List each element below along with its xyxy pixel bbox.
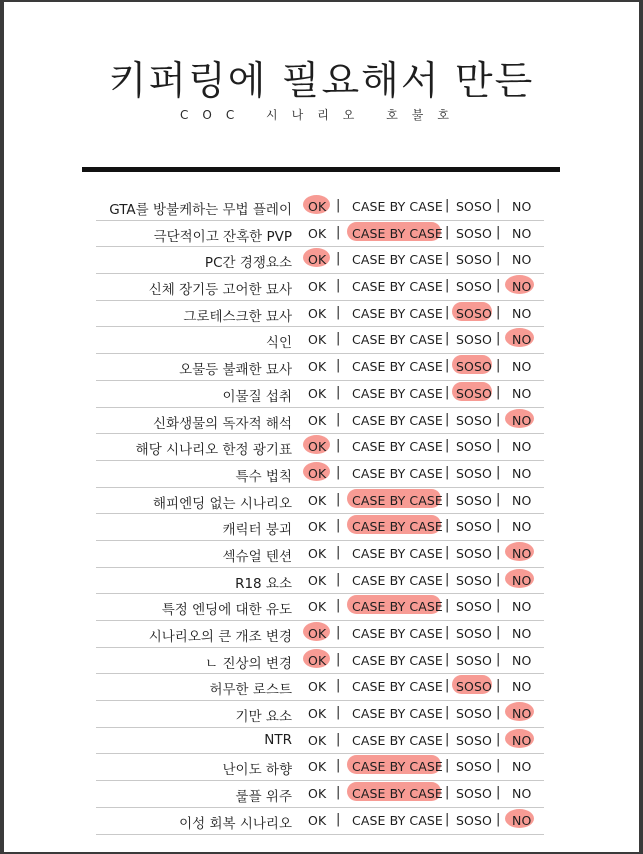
separator: | [336, 438, 341, 454]
separator: | [336, 518, 341, 534]
frame-border-right [639, 0, 643, 854]
option-ok: OK [308, 572, 327, 588]
preference-row [96, 568, 544, 595]
row-label: R18 요소 [235, 575, 292, 592]
option-no: NO [512, 199, 532, 214]
option-ok: OK [308, 465, 327, 481]
option-no: NO [512, 332, 532, 348]
separator: | [445, 384, 450, 400]
option-no: NO [512, 732, 532, 748]
option-soso: SOSO [456, 519, 492, 535]
header-divider [82, 167, 560, 172]
frame-border-left [0, 0, 4, 854]
option-soso: SOSO [456, 572, 492, 588]
option-no: NO [512, 439, 532, 455]
option-soso: SOSO [456, 279, 492, 295]
separator: | [496, 251, 501, 267]
option-case-by-case: CASE BY CASE [352, 412, 443, 428]
option-soso: SOSO [456, 465, 492, 481]
option-soso: SOSO [456, 679, 492, 695]
separator: | [445, 278, 450, 294]
option-case-by-case: CASE BY CASE [352, 439, 443, 455]
separator: | [496, 411, 501, 427]
option-ok: OK [308, 545, 327, 561]
separator: | [496, 811, 501, 827]
separator: | [496, 651, 501, 667]
option-no: NO [512, 279, 532, 295]
separator: | [445, 438, 450, 454]
option-case-by-case: CASE BY CASE [352, 599, 443, 615]
option-no: NO [512, 252, 532, 268]
option-no: NO [512, 305, 532, 321]
option-ok: OK [308, 759, 327, 775]
separator: | [445, 811, 450, 827]
separator: | [336, 625, 341, 640]
preference-row [96, 408, 544, 435]
separator: | [336, 331, 341, 347]
option-ok: OK [308, 332, 327, 348]
option-no: NO [512, 626, 532, 641]
separator: | [445, 358, 450, 374]
row-label: 허무한 로스트 [209, 682, 292, 699]
separator: | [496, 358, 501, 374]
option-soso: SOSO [456, 732, 492, 748]
separator: | [496, 491, 501, 507]
option-ok: OK [308, 599, 327, 615]
separator: | [336, 358, 341, 374]
separator: | [496, 518, 501, 534]
option-soso: SOSO [456, 225, 492, 241]
row-label: 신체 장기등 고어한 묘사 [148, 282, 292, 299]
option-ok: OK [308, 626, 327, 641]
separator: | [445, 705, 450, 721]
row-label: 기만 요소 [235, 709, 292, 726]
preference-row [96, 674, 544, 701]
separator: | [445, 198, 450, 213]
separator: | [496, 438, 501, 454]
option-no: NO [512, 706, 532, 722]
preference-row [96, 728, 544, 755]
separator: | [336, 491, 341, 507]
preference-row [96, 701, 544, 728]
option-ok: OK [308, 519, 327, 535]
option-ok: OK [308, 812, 327, 828]
separator: | [336, 198, 341, 213]
option-soso: SOSO [456, 492, 492, 508]
separator: | [496, 278, 501, 294]
separator: | [445, 598, 450, 614]
option-no: NO [512, 359, 532, 375]
option-ok: OK [308, 679, 327, 695]
option-case-by-case: CASE BY CASE [352, 359, 443, 375]
option-case-by-case: CASE BY CASE [352, 225, 443, 241]
preference-row [96, 301, 544, 328]
option-case-by-case: CASE BY CASE [352, 759, 443, 775]
row-label: 이물질 섭취 [222, 388, 292, 405]
row-label: ㄴ 진상의 변경 [205, 655, 292, 672]
option-case-by-case: CASE BY CASE [352, 706, 443, 722]
separator: | [445, 731, 450, 747]
page-title: 키퍼링에 필요해서 만든 [108, 59, 535, 104]
separator: | [445, 625, 450, 640]
preference-row [96, 354, 544, 381]
option-soso: SOSO [456, 599, 492, 615]
option-ok: OK [308, 439, 327, 455]
separator: | [496, 705, 501, 721]
preference-row [96, 648, 544, 675]
option-no: NO [512, 812, 532, 828]
row-label: 신화생물의 독자적 해석 [153, 415, 292, 432]
option-soso: SOSO [456, 385, 492, 401]
row-label: GTA를 방불케하는 무법 플레이 [109, 202, 292, 218]
option-soso: SOSO [456, 759, 492, 775]
separator: | [496, 384, 501, 400]
separator: | [336, 411, 341, 427]
option-ok: OK [308, 732, 327, 748]
option-soso: SOSO [456, 412, 492, 428]
row-label: PC간 경쟁요소 [204, 255, 292, 272]
preference-row [96, 754, 544, 781]
option-case-by-case: CASE BY CASE [352, 305, 443, 321]
option-case-by-case: CASE BY CASE [352, 332, 443, 348]
frame-border-top [0, 0, 643, 2]
option-case-by-case: CASE BY CASE [352, 199, 443, 214]
option-no: NO [512, 519, 532, 535]
option-no: NO [512, 572, 532, 588]
option-no: NO [512, 679, 532, 695]
separator: | [496, 331, 501, 347]
option-no: NO [512, 492, 532, 508]
option-ok: OK [308, 786, 327, 802]
option-no: NO [512, 652, 532, 668]
separator: | [445, 251, 450, 267]
option-ok: OK [308, 252, 327, 268]
option-no: NO [512, 599, 532, 615]
row-label: 시나리오의 큰 개조 변경 [148, 629, 292, 645]
separator: | [336, 651, 341, 667]
separator: | [336, 678, 341, 694]
row-label: 오물등 불쾌한 묘사 [179, 362, 292, 379]
option-case-by-case: CASE BY CASE [352, 279, 443, 295]
option-soso: SOSO [456, 786, 492, 802]
option-no: NO [512, 385, 532, 401]
separator: | [336, 785, 341, 801]
option-case-by-case: CASE BY CASE [352, 732, 443, 748]
option-case-by-case: CASE BY CASE [352, 545, 443, 561]
option-case-by-case: CASE BY CASE [352, 786, 443, 802]
option-soso: SOSO [456, 545, 492, 561]
preference-row [96, 434, 544, 461]
page-subtitle: COC 시나리오 호불호 [180, 108, 463, 122]
preference-row [96, 274, 544, 301]
separator: | [496, 625, 501, 640]
option-case-by-case: CASE BY CASE [352, 572, 443, 588]
separator: | [445, 758, 450, 774]
row-label: 특수 법칙 [235, 468, 292, 485]
option-soso: SOSO [456, 439, 492, 455]
separator: | [496, 571, 501, 587]
separator: | [336, 598, 341, 614]
separator: | [496, 785, 501, 801]
preference-row [96, 461, 544, 488]
separator: | [445, 304, 450, 320]
row-label: 특정 엔딩에 대한 유도 [161, 602, 292, 619]
row-label: 섹슈얼 텐션 [222, 548, 292, 565]
separator: | [336, 758, 341, 774]
option-ok: OK [308, 225, 327, 241]
option-case-by-case: CASE BY CASE [352, 492, 443, 508]
preference-row [96, 808, 544, 835]
separator: | [496, 304, 501, 320]
option-case-by-case: CASE BY CASE [352, 465, 443, 481]
option-case-by-case: CASE BY CASE [352, 519, 443, 535]
option-ok: OK [308, 385, 327, 401]
preference-row [96, 381, 544, 408]
option-no: NO [512, 759, 532, 775]
separator: | [496, 198, 501, 213]
separator: | [336, 251, 341, 267]
preference-row [96, 514, 544, 541]
separator: | [496, 598, 501, 614]
separator: | [445, 491, 450, 507]
row-label: 극단적이고 잔혹한 PVP [153, 228, 292, 245]
separator: | [445, 571, 450, 587]
row-label: 캐릭터 붕괴 [222, 522, 292, 539]
option-ok: OK [308, 359, 327, 375]
separator: | [336, 705, 341, 721]
preference-row [96, 488, 544, 515]
separator: | [445, 331, 450, 347]
row-label: 식인 [265, 335, 292, 352]
option-soso: SOSO [456, 652, 492, 668]
separator: | [445, 785, 450, 801]
option-no: NO [512, 225, 532, 241]
preference-row [96, 194, 544, 221]
separator: | [496, 224, 501, 240]
preference-row [96, 594, 544, 621]
separator: | [445, 678, 450, 694]
option-ok: OK [308, 652, 327, 668]
row-label: 해피엔딩 없는 시나리오 [153, 495, 292, 512]
row-label: 이성 회복 시나리오 [179, 815, 292, 832]
option-case-by-case: CASE BY CASE [352, 679, 443, 695]
separator: | [336, 224, 341, 240]
option-soso: SOSO [456, 199, 492, 214]
option-no: NO [512, 412, 532, 428]
option-case-by-case: CASE BY CASE [352, 252, 443, 268]
separator: | [336, 571, 341, 587]
row-label: 난이도 하향 [222, 762, 292, 779]
option-no: NO [512, 465, 532, 481]
row-label: 그로테스크한 묘사 [183, 308, 292, 325]
separator: | [496, 544, 501, 560]
separator: | [336, 304, 341, 320]
row-label: 해당 시나리오 한정 광기표 [135, 442, 292, 459]
preference-row [96, 621, 544, 648]
option-case-by-case: CASE BY CASE [352, 812, 443, 828]
option-ok: OK [308, 305, 327, 321]
option-case-by-case: CASE BY CASE [352, 626, 443, 641]
option-no: NO [512, 786, 532, 802]
preference-row [96, 247, 544, 274]
option-soso: SOSO [456, 305, 492, 321]
separator: | [336, 278, 341, 294]
separator: | [496, 758, 501, 774]
separator: | [445, 224, 450, 240]
separator: | [336, 544, 341, 560]
option-soso: SOSO [456, 332, 492, 348]
separator: | [336, 384, 341, 400]
preference-row [96, 541, 544, 568]
option-soso: SOSO [456, 706, 492, 722]
row-label: 룰플 위주 [235, 789, 292, 806]
separator: | [445, 518, 450, 534]
option-soso: SOSO [456, 812, 492, 828]
option-no: NO [512, 545, 532, 561]
preference-table [96, 194, 544, 835]
option-ok: OK [308, 492, 327, 508]
separator: | [336, 731, 341, 747]
separator: | [336, 811, 341, 827]
option-ok: OK [308, 199, 327, 214]
row-label: NTR [264, 731, 292, 748]
option-soso: SOSO [456, 252, 492, 268]
preference-row [96, 327, 544, 354]
preference-row [96, 221, 544, 248]
option-ok: OK [308, 706, 327, 722]
separator: | [445, 464, 450, 480]
option-case-by-case: CASE BY CASE [352, 652, 443, 668]
option-ok: OK [308, 279, 327, 295]
option-case-by-case: CASE BY CASE [352, 385, 443, 401]
separator: | [445, 651, 450, 667]
separator: | [445, 411, 450, 427]
option-soso: SOSO [456, 359, 492, 375]
separator: | [445, 544, 450, 560]
separator: | [496, 678, 501, 694]
separator: | [496, 731, 501, 747]
option-soso: SOSO [456, 626, 492, 641]
separator: | [336, 464, 341, 480]
preference-row [96, 781, 544, 808]
option-ok: OK [308, 412, 327, 428]
separator: | [496, 464, 501, 480]
